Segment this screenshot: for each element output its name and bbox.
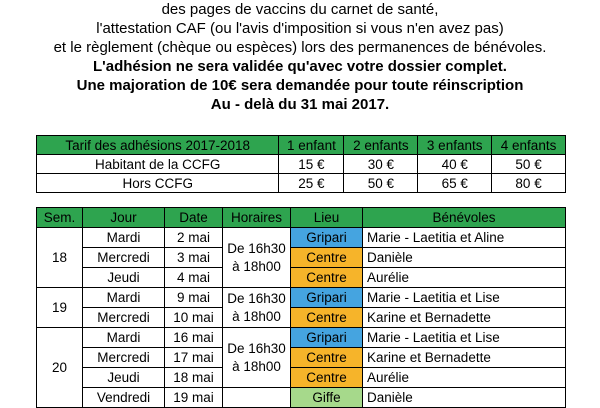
tarif-header: 1 enfant (279, 136, 344, 155)
lieu: Centre (291, 368, 363, 388)
lieu: Gripari (291, 228, 363, 248)
schedule-row (37, 328, 566, 348)
schedule-table (36, 207, 566, 408)
day: Mardi (83, 288, 165, 308)
lieu: Giffe (291, 388, 363, 408)
tarif-price: 30 € (344, 155, 418, 174)
benevoles: Danièle (363, 388, 566, 408)
intro-line-bold: L'adhésion ne sera validée qu'avec votre dossier complet. (93, 58, 507, 75)
intro-line-bold: Au - delà du 31 mai 2017. (210, 96, 390, 113)
day: Mercredi (83, 348, 165, 368)
benevoles: Marie - Laetitia et Aline (363, 228, 566, 248)
schedule-row (37, 388, 566, 408)
horaires-line: De 16h30 (227, 340, 286, 356)
tarif-header: 2 enfants (344, 136, 418, 155)
schedule-header: Lieu (291, 208, 363, 228)
intro-text (0, 0, 600, 114)
schedule-header: Horaires (223, 208, 291, 228)
tarif-row-label: Habitant de la CCFG (37, 155, 279, 174)
horaires-line: à 18h00 (232, 358, 281, 374)
date: 4 mai (165, 268, 223, 288)
day: Jeudi (83, 268, 165, 288)
tarif-price: 80 € (492, 174, 566, 193)
tarif-price: 25 € (279, 174, 344, 193)
benevoles: Aurélie (363, 268, 566, 288)
date: 18 mai (165, 368, 223, 388)
intro-line-bold: Une majoration de 10€ sera demandée pour toute réinscription (76, 77, 524, 94)
date: 2 mai (165, 228, 223, 248)
schedule-row (37, 248, 566, 268)
day: Vendredi (83, 388, 165, 408)
lieu: Centre (291, 308, 363, 328)
date: 3 mai (165, 248, 223, 268)
date: 19 mai (165, 388, 223, 408)
week-number: 20 (37, 328, 83, 408)
lieu: Centre (291, 348, 363, 368)
horaires-line: à 18h00 (232, 308, 281, 324)
lieu: Gripari (291, 328, 363, 348)
week-number: 19 (37, 288, 83, 328)
tarif-price: 40 € (418, 155, 492, 174)
date: 10 mai (165, 308, 223, 328)
day: Mercredi (83, 308, 165, 328)
tarif-row-label: Hors CCFG (37, 174, 279, 193)
tarif-row (37, 174, 566, 193)
tarif-header-row (37, 136, 566, 155)
horaires-line: à 18h00 (232, 258, 281, 274)
schedule-row (37, 308, 566, 328)
intro-line: l'attestation CAF (ou l'avis d'imposition si vous n'en avez pas) (96, 20, 504, 37)
benevoles: Danièle (363, 248, 566, 268)
tarif-table (36, 135, 566, 193)
horaires (223, 328, 291, 388)
tarif-row (37, 155, 566, 174)
benevoles: Karine et Bernadette (363, 348, 566, 368)
schedule-header: Jour (83, 208, 165, 228)
schedule-row (37, 348, 566, 368)
day: Jeudi (83, 368, 165, 388)
horaires (223, 288, 291, 328)
benevoles: Marie - Laetitia et Lise (363, 288, 566, 308)
lieu: Centre (291, 268, 363, 288)
intro-line: des pages de vaccins du carnet de santé, (161, 1, 439, 18)
horaires (223, 388, 291, 408)
schedule-header-row (37, 208, 566, 228)
tarif-price: 65 € (418, 174, 492, 193)
tarif-header: Tarif des adhésions 2017-2018 (37, 136, 279, 155)
day: Mercredi (83, 248, 165, 268)
horaires (223, 228, 291, 288)
date: 17 mai (165, 348, 223, 368)
tarif-price: 50 € (492, 155, 566, 174)
day: Mardi (83, 228, 165, 248)
day: Mardi (83, 328, 165, 348)
schedule-header: Bénévoles (363, 208, 566, 228)
benevoles: Karine et Bernadette (363, 308, 566, 328)
benevoles: Marie - Laetitia et Lise (363, 328, 566, 348)
horaires-line: De 16h30 (227, 290, 286, 306)
tarif-price: 50 € (344, 174, 418, 193)
schedule-row (37, 268, 566, 288)
schedule-row (37, 288, 566, 308)
horaires-line: De 16h30 (227, 240, 286, 256)
date: 9 mai (165, 288, 223, 308)
lieu: Gripari (291, 288, 363, 308)
tarif-header: 4 enfants (492, 136, 566, 155)
benevoles: Aurélie (363, 368, 566, 388)
tarif-header: 3 enfants (418, 136, 492, 155)
schedule-row (37, 228, 566, 248)
tarif-price: 15 € (279, 155, 344, 174)
lieu: Centre (291, 248, 363, 268)
schedule-row (37, 368, 566, 388)
intro-line: et le règlement (chèque ou espèces) lors des permanences de bénévoles. (53, 39, 547, 56)
schedule-header: Sem. (37, 208, 83, 228)
date: 16 mai (165, 328, 223, 348)
week-number: 18 (37, 228, 83, 288)
schedule-header: Date (165, 208, 223, 228)
